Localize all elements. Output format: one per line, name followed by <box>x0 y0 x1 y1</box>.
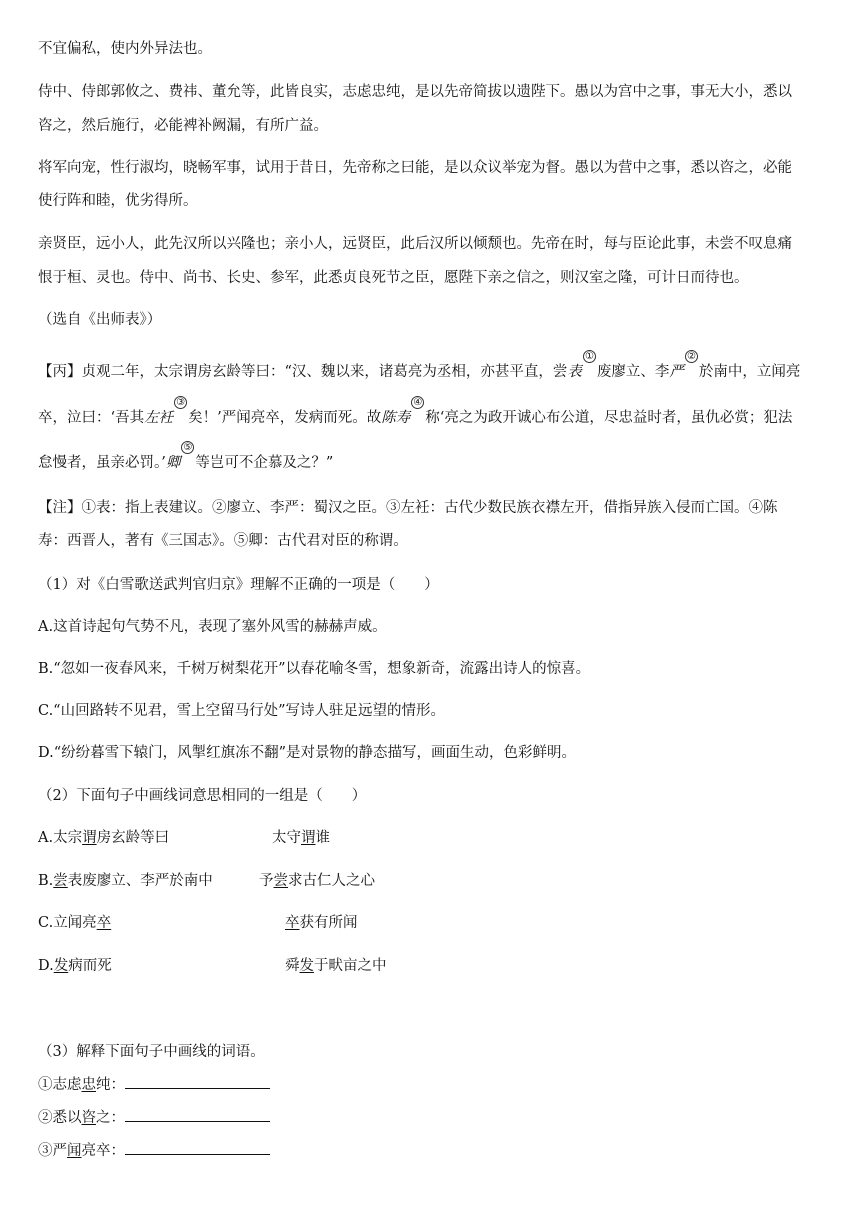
passage-line: 亲贤臣，远小人，此先汉所以兴隆也；亲小人，远贤臣，此后汉所以倾颓也。先帝在时，每与臣论此事，未尝不叹息痛 <box>38 236 792 252</box>
footnote-marker: ② <box>685 350 698 363</box>
passage-line: 恨于桓、灵也。侍中、尚书、长史、参军，此悉贞良死节之臣，愿陛下亲之信之，则汉室之隆，可计日而待也。 <box>38 270 749 286</box>
q2-option-a-right: 太守谓谁 <box>272 830 330 846</box>
q2-option-d-left: D.发病而死 <box>38 958 112 974</box>
bing-passage-line: 卒，泣曰：‘吾其左衽③矣！’严闻亮卒，发病而死。故陈寿④称‘亮之为政开诚心布公道，尽忠益时者，虽仇必赏；犯法 <box>38 397 793 426</box>
q2-option-c-left: C.立闻亮卒 <box>38 915 112 931</box>
q1-option-a: A.这首诗起句气势不凡，表现了塞外风雪的赫赫声威。 <box>38 619 387 635</box>
answer-blank[interactable] <box>125 1074 270 1089</box>
annotation-line: 【注】①表：指上表建议。②廖立、李严：蜀汉之臣。③左衽：古代少数民族衣襟左开，借指异族入侵而亡国。④陈 <box>38 500 778 516</box>
passage-line: 不宜偏私，使内外异法也。 <box>38 41 212 57</box>
q3-item-1: ①志虑忠纯： <box>38 1073 270 1094</box>
passage-line: 侍中、侍郎郭攸之、费祎、董允等，此皆良实，志虑忠纯，是以先帝简拔以遗陛下。愚以为宫中之事，事无大小，悉以 <box>38 84 792 100</box>
answer-blank[interactable] <box>125 1107 270 1122</box>
q2-option-d-right: 舜发于畎亩之中 <box>285 958 387 974</box>
footnote-marker: ⑤ <box>181 441 194 454</box>
passage-line: 咨之，然后施行，必能裨补阙漏，有所广益。 <box>38 118 328 134</box>
q3-item-3: ③严闻亮卒： <box>38 1139 270 1160</box>
q1-option-b: B.“忽如一夜春风来，千树万树梨花开”以春花喻冬雪，想象新奇，流露出诗人的惊喜。 <box>38 661 591 677</box>
footnote-marker: ④ <box>411 396 424 409</box>
q1-option-c: C.“山回路转不见君，雪上空留马行处”写诗人驻足远望的情形。 <box>38 703 446 719</box>
source-citation: （选自《出师表》） <box>38 312 162 328</box>
footnote-marker: ① <box>583 350 596 363</box>
bing-passage-line: 怠慢者，虽亲必罚。’卿⑤等岂可不企慕及之？” <box>38 442 334 471</box>
passage-line: 将军向宠，性行淑均，晓畅军事，试用于昔日，先帝称之曰能，是以众议举宠为督。愚以为营中之事，悉以咨之，必能 <box>38 160 792 176</box>
question-1-stem: （1）对《白雪歌送武判官归京》理解不正确的一项是（ ） <box>38 577 439 593</box>
q2-option-a-left: A.太宗谓房玄龄等曰 <box>38 830 170 846</box>
question-3-stem: （3）解释下面句子中画线的词语。 <box>38 1044 265 1060</box>
q2-option-c-right: 卒获有所闻 <box>285 915 358 931</box>
question-2-stem: （2）下面句子中画线词意思相同的一组是（ ） <box>38 788 367 804</box>
answer-blank[interactable] <box>125 1140 270 1155</box>
bing-passage-line: 【丙】贞观二年，太宗谓房玄龄等曰：“汉、魏以来，诸葛亮为丞相，亦甚平直，尝表①废廖立、李严②於南中，立闻亮 <box>38 351 801 380</box>
q2-option-b-right: 予尝求古仁人之心 <box>259 873 375 889</box>
q1-option-d: D.“纷纷暮雪下辕门，风掣红旗冻不翻”是对景物的静态描写，画面生动，色彩鲜明。 <box>38 745 577 761</box>
q3-item-2: ②悉以咨之： <box>38 1106 270 1127</box>
q2-option-b-left: B.尝表废廖立、李严於南中 <box>38 873 213 889</box>
annotation-line: 寿：西晋人，著有《三国志》。⑤卿：古代君对臣的称谓。 <box>38 533 408 549</box>
footnote-marker: ③ <box>174 396 187 409</box>
passage-line: 使行阵和睦，优劣得所。 <box>38 193 198 209</box>
